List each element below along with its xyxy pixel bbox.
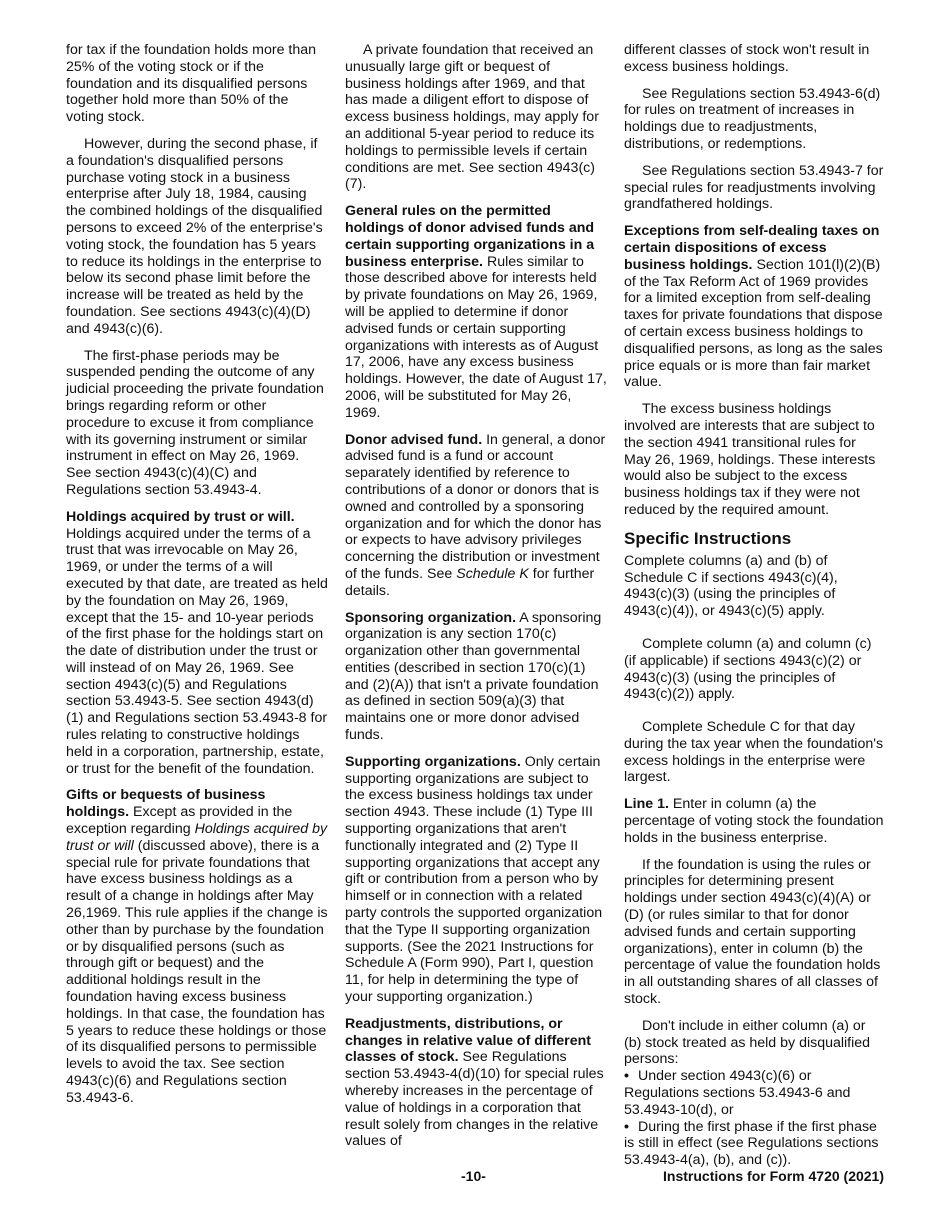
section-text: Section 101(l)(2)(B) of the Tax Reform Act of 1969 provides for a limited exception from self-dealing taxes for private foundations that dispose of certain excess business holdings to disqualified persons, as long as the sales price equals or is more than fair market value. (624, 256, 883, 391)
section-text: See Regulations section 53.4943-4(d)(10) for special rules whereby increases in the percentage of value of holdings in a corporation that result solely from changes in the relative values of (345, 1049, 604, 1150)
italic-reference: Schedule K (456, 565, 529, 582)
section-text: A sponsoring organization is any section 170(c) organization other than governmental entities (described in section 170(c)(1) and (2)(A)) that isn't a private foundation as defined in section 509(a)(3) that maintains one or more donor advised funds. (345, 609, 602, 744)
form-name: Instructions for Form 4720 (2021) (663, 1168, 884, 1184)
section-heading: Readjustments, distributions, or changes in relative value of different classes of stock. (345, 1015, 591, 1066)
trust-section (66, 509, 328, 778)
paragraph: If the foundation is using the rules or principles for determining present holdings under section 4943(c)(4)(A) or (D) (or rules similar to that for donor advised funds and certain supporting organizations), enter in column (b) the percentage of value the foundation holds in all outstanding shares of all classes of stock. (624, 856, 881, 1008)
paragraph: different classes of stock won't result in excess business holdings. (624, 42, 870, 75)
italic-reference: Holdings acquired by trust or will (66, 821, 328, 854)
gifts-section (66, 787, 328, 1106)
bullet-text: During the first phase if the first phase is still in effect (see Regulations sections 53.4943-4(a), (b), and (c)). (624, 1118, 879, 1169)
bullet-icon: • (624, 1068, 629, 1085)
section-text: Holdings acquired under the terms of a trust that was irrevocable on May 26, 1969, or under the terms of a will executed by that date, are treated as held by the foundation on May 26, 1969, except that the 15- and 10-year periods of the first phase for the holdings start on the date of distribution under the trust or will instead of on May 26, 1969. See section 4943(c)(5) and Regulations section 53.4943-5. See section 4943(d)(1) and Regulations section 53.4943-8 for rules relating to constructive holdings held in a corporation, partnership, estate, or trust for the benefit of the foundation. (66, 525, 328, 777)
paragraph: Complete column (a) and column (c) (if applicable) if sections 4943(c)(2) or 4943(c)(3) (using the principles of 4943(c)(2)) apply. (624, 635, 872, 703)
supporting-org-section (345, 754, 607, 1006)
sponsoring-org-section (345, 610, 607, 744)
section-text: Rules similar to those described above for interests held by private foundations on May 26, 1969, will be applied to determine if donor advised funds or certain supporting organizations with interests as of August 17, 2006, have any excess business holdings. However, the date of August 17, 2006, will be substituted for May 26, 1969. (345, 253, 607, 421)
section-text: for further details. (345, 565, 595, 599)
exceptions-section (624, 223, 886, 391)
general-rules-section (345, 203, 607, 421)
section-heading: General rules on the permitted holdings of donor advised funds and certain supporting organizations in a business enterprise. (345, 203, 595, 270)
section-heading: Sponsoring organization. (345, 609, 517, 626)
paragraph: Complete Schedule C for that day during the tax year when the foundation's excess holdings in the enterprise were largest. (624, 719, 884, 786)
section-text: Except as provided in the exception regarding (66, 804, 293, 838)
column-3 (624, 42, 886, 1169)
section-text: Only certain supporting organizations are subject to the excess business holdings tax under section 4943. These include (1) Type III supporting organizations that aren't functionally integrated and (2) Type II supporting organizations that accept any gift or contribution from a person who by himself or in connection with a related party controls the supported organization that the Type II supporting organization supports. (See the 2021 Instructions for Schedule A (Form 990), Part I, question 11, for help in determining the type of your supporting organization.) (345, 753, 603, 1006)
section-text: In general, a donor advised fund is a fund or account separately identified by reference to contributions of a donor or donors that is owned and controlled by a sponsoring organization and for which the donor has or expects to have advisory privileges concerning the distribution or investment of the funds. See (345, 431, 606, 582)
paragraph: However, during the second phase, if a foundation's disqualified persons purchase voting stock in a business enterprise after July 18, 1984, causing the combined holdings of the disqualified persons to exceed 2% of the enterprise's voting stock, the foundation has 5 years to reduce its holdings in the enterprise to below its second phase limit before the increase will be treated as held by the foundation. See sections 4943(c)(4)(D) and 4943(c)(6). (66, 135, 323, 337)
paragraph: Complete columns (a) and (b) of Schedule C if sections 4943(c)(4), 4943(c)(3) (using the principles of 4943(c)(4)), or 4943(c)(5) apply. (624, 552, 838, 620)
bullet-item (624, 1068, 886, 1118)
paragraph: for tax if the foundation holds more than 25% of the voting stock or if the foundation and its disqualified persons together hold more than 50% of the voting stock. (66, 42, 317, 126)
section-heading: Exceptions from self-dealing taxes on certain dispositions of excess business holdings. (624, 223, 880, 273)
paragraph: Don't include in either column (a) or (b) stock treated as held by disqualified persons: (624, 1017, 871, 1068)
section-text: Enter in column (a) the percentage of voting stock the foundation holds in the business enterprise. (624, 796, 884, 846)
readjustments-section (345, 1016, 607, 1150)
bullet-icon: • (624, 1118, 629, 1135)
column-1 (66, 42, 328, 1117)
section-heading: Donor advised fund. (345, 431, 483, 448)
paragraph: See Regulations section 53.4943-7 for special rules for readjustments involving grandfathered holdings. (624, 162, 884, 213)
paragraph: The excess business holdings involved are interests that are subject to the section 4941 transitional rules for May 26, 1969, holdings. These interests would also be subject to the excess business holdings tax if they were not reduced by the required amount. (624, 401, 876, 518)
page-number: -10- (461, 1168, 486, 1184)
section-heading: Line 1. (624, 796, 669, 813)
section-heading: Supporting organizations. (345, 753, 521, 770)
paragraph: The first-phase periods may be suspended pending the outcome of any judicial proceeding the private foundation brings regarding reform or other procedure to excuse it from compliance with its governing instrument or similar instrument in effect on May 26, 1969. See section 4943(c)(4)(C) and Regulations section 53.4943-4. (66, 347, 324, 498)
specific-instructions-heading: Specific Instructions (624, 528, 792, 548)
section-text: (discussed above), there is a special rule for private foundations that have excess business holdings as a result of a change in holdings after May 26,1969. This rule applies if the change is other than by purchase by the foundation or by disqualified persons (such as through gift or bequest) and the additional holdings result in the foundation having excess business holdings. In that case, the foundation has 5 years to reduce these holdings or those of its disqualified persons to permissible levels to avoid the tax. See section 4943(c)(6) and Regulations section 53.4943-6. (66, 837, 328, 1106)
donor-advised-fund-section (345, 432, 607, 600)
line-1-section (624, 796, 886, 846)
paragraph: A private foundation that received an unusually large gift or bequest of business holdings after 1969, and that has made a diligent effort to dispose of excess business holdings, may apply for an additional 5-year period to reduce its holdings to permissible levels if certain conditions are met. See section 4943(c)(7). (345, 42, 599, 193)
section-heading: Holdings acquired by trust or will. (66, 508, 295, 525)
bullet-text: Under section 4943(c)(6) or Regulations sections 53.4943-6 and 53.4943-10(d), or (624, 1068, 851, 1118)
paragraph: See Regulations section 53.4943-6(d) for rules on treatment of increases in holdings due to readjustments, distributions, or redemptions. (624, 85, 881, 152)
bullet-item (624, 1119, 886, 1169)
column-2 (345, 42, 607, 1160)
section-heading: Gifts or bequests of business holdings. (66, 787, 266, 821)
